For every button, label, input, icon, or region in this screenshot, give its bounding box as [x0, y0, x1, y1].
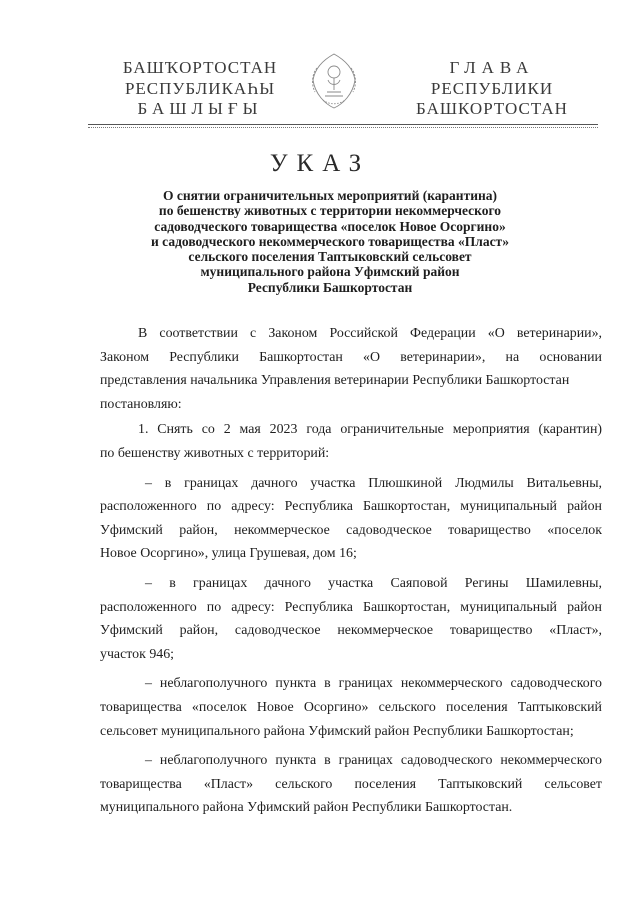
- issuer-name-russian-line: БАШКОРТОСТАН: [416, 99, 568, 118]
- body-line: постановляю:: [100, 396, 182, 412]
- document-title: УКАЗ: [269, 150, 371, 177]
- list-item: [100, 572, 602, 666]
- body-line: – неблагополучного пункта в границах садоводческого некоммерческого: [145, 753, 602, 769]
- body-line: Законом Республики Башкортостан «О ветеринарии», на основании: [100, 349, 602, 365]
- issuer-name-russian-line: ГЛАВА: [449, 58, 535, 77]
- decree-body: [100, 322, 602, 820]
- list-item: [100, 472, 602, 566]
- issuer-name-russian: [392, 58, 592, 120]
- issuer-name-bashkir-line: РЕСПУБЛИКАҺЫ: [124, 78, 276, 98]
- body-line: Уфимский район, садоводческое некоммерческое товарищество «Пласт»,: [100, 623, 602, 639]
- body-line: Новое Осоргино», улица Грушевая, дом 16;: [100, 546, 357, 562]
- decree-subject-line: по бешенству животных с территории некоммерческого: [158, 203, 502, 219]
- body-line: – в границах дачного участка Саяповой Регины Шамилевны,: [145, 575, 602, 591]
- body-line: товарищества «поселок Новое Осоргино» сельского поселения Таптыковский: [100, 699, 602, 715]
- header-divider-secondary: [88, 127, 598, 128]
- body-line: по бешенству животных с территорий:: [100, 445, 330, 461]
- list-item: [100, 749, 602, 820]
- body-line: 1. Снять со 2 мая 2023 года ограничительные мероприятия (карантин): [138, 422, 602, 438]
- body-line: Уфимский район, некоммерческое садоводческое товарищество «поселок: [100, 522, 602, 538]
- list-item: [100, 672, 602, 743]
- body-line: сельсовет муниципального района Уфимский район Республики Башкортостан;: [100, 723, 574, 739]
- body-line: участок 946;: [100, 646, 175, 662]
- decree-subject-line: О снятии ограничительных мероприятий (карантина): [162, 188, 498, 203]
- body-line: расположенного по адресу: Республика Башкортостан, муниципальный район: [100, 599, 602, 615]
- issuer-name-bashkir-line: БАШЛЫҒЫ: [137, 99, 263, 118]
- issuer-name-russian-line: РЕСПУБЛИКИ: [430, 78, 554, 98]
- body-line: В соответствии с Законом Российской Федерации «О ветеринарии»,: [138, 326, 602, 341]
- body-line: расположенного по адресу: Республика Башкортостан, муниципальный район: [100, 499, 602, 515]
- body-line: – в границах дачного участка Плюшкиной Людмилы Витальевны,: [145, 475, 602, 491]
- decree-subject-line: и садоводческого некоммерческого товарищества «Пласт»: [151, 233, 509, 249]
- body-line: муниципального района Уфимский район Республики Башкортостан.: [100, 800, 513, 816]
- coat-of-arms-emblem-icon: [303, 50, 365, 112]
- preamble-paragraph: [100, 322, 602, 416]
- issuer-name-bashkir-line: БАШҠОРТОСТАН: [122, 58, 278, 77]
- issuer-name-bashkir: [100, 58, 300, 120]
- decree-subject-line: садоводческого товарищества «поселок Новое Осоргино»: [154, 218, 506, 234]
- decree-subject-line: Республики Башкортостан: [247, 279, 413, 295]
- decree-subject-line: муниципального района Уфимский район: [200, 264, 460, 280]
- body-line: – неблагополучного пункта в границах некоммерческого садоводческого: [145, 676, 602, 692]
- decree-subject-line: сельского поселения Таптыковский сельсовет: [188, 249, 472, 265]
- header-divider: [88, 124, 598, 125]
- body-line: товарищества «Пласт» сельского поселения Таптыковский сельсовет: [100, 776, 602, 792]
- body-line: представления начальника Управления ветеринарии Республики Башкортостан: [100, 373, 570, 389]
- clause-1-paragraph: [100, 418, 602, 465]
- decree-subject: [110, 188, 550, 295]
